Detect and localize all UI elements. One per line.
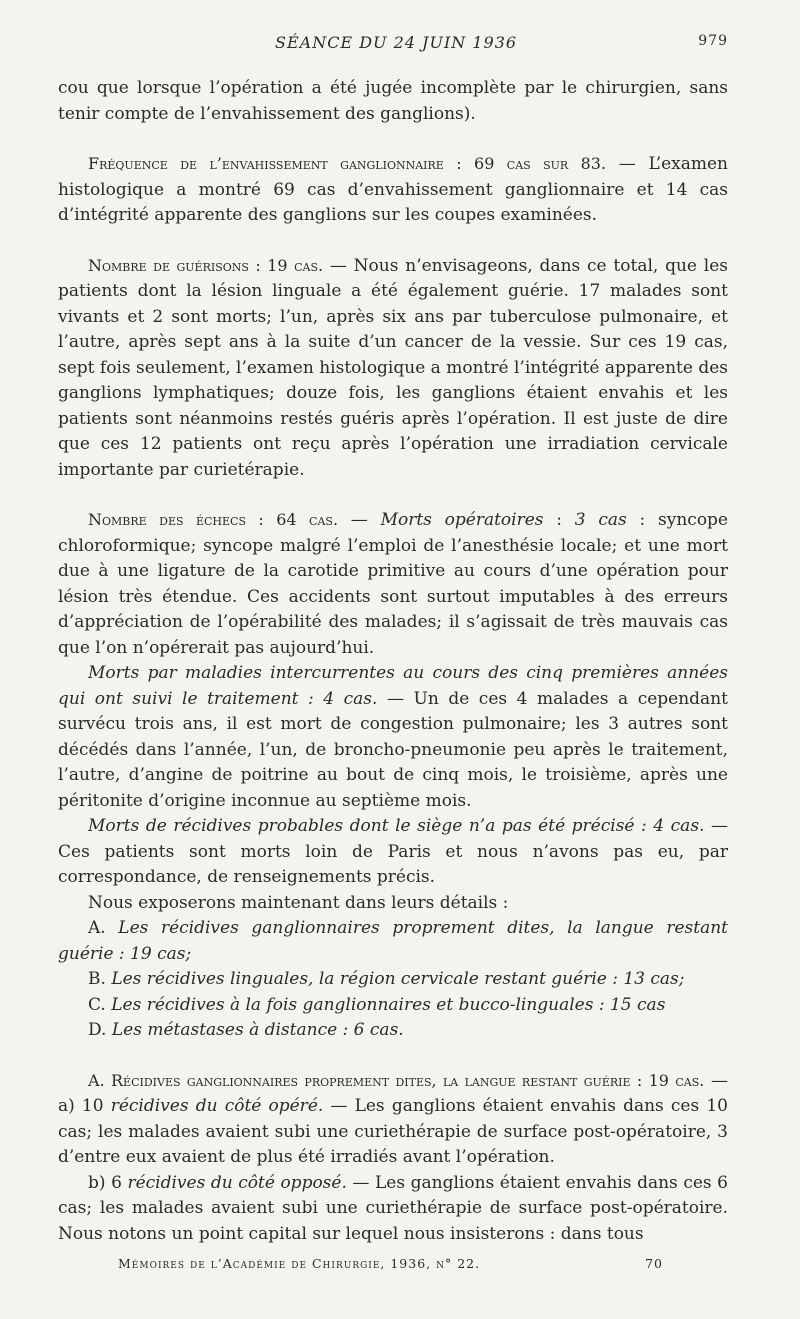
dash: —	[338, 510, 381, 530]
list-item	[58, 916, 728, 967]
section-heading: Nombre des échecs : 64 cas.	[88, 510, 339, 529]
list-letter: A.	[88, 918, 119, 938]
paragraph	[58, 814, 728, 891]
footer-journal: Mémoires de l’Académie de Chirurgie, 1936, n° 22.	[118, 1256, 481, 1271]
list-item	[58, 993, 728, 1019]
section-heading: Fréquence de l’envahissement ganglionnaire : 69 cas sur 83.	[88, 154, 607, 173]
italic-count: 3 cas	[574, 510, 627, 530]
italic-heading: Morts de récidives probables dont le siège n’a pas été précisé : 4 cas.	[88, 816, 705, 836]
footer	[118, 1256, 663, 1271]
paragraph	[58, 253, 728, 484]
sub-label: — a) 10	[58, 1070, 729, 1116]
sub-label: b) 6	[88, 1172, 128, 1193]
paragraph-text: : syncope chloroformique; syncope malgré l’emploi de l’anesthésie locale; et une mort due à une ligature de la carotide primitive au cours d’une opération pour lésion très étendue. Ces accidents sont surtout imputables à des erreurs d’appréciation de l’opérabilité des malades; il s’agissait de très mauvais cas que l’on n’opérerait pas aujourd’hui.	[58, 510, 728, 658]
paragraph-text: — Nous n’envisageons, dans ce total, que les patients dont la lésion linguale a été également guérie. 17 malades sont vivants et 2 sont morts; l’un, après six ans par tuberculose pulmonaire, et l’autre, après sept ans à la suite d’un cancer de la vessie. Sur ces 19 cas, sept fois seulement, l’examen histologique a montré l’intégrité apparente des ganglions lymphatiques; douze fois, les ganglions étaient envahis et les patients sont néanmoins restés guéris après l’opération. Il est juste de dire que ces 12 patients ont reçu après l’opération une irradiation cervicale importante par curietérapie.	[58, 255, 728, 480]
paragraph	[58, 1171, 728, 1248]
list-item	[58, 967, 728, 993]
list-letter: C.	[88, 994, 112, 1015]
list-text: Les récidives à la fois ganglionnaires et bucco-linguales : 15 cas	[111, 994, 666, 1015]
paragraph-text: — L’examen histologique a montré 69 cas d’envahissement ganglionnaire et 14 cas d’intégrité apparente des ganglions sur les coupes examinées.	[58, 154, 729, 225]
italic-heading: Morts opératoires	[380, 510, 544, 530]
section-heading: A. Récidives ganglionnaires proprement dites, la langue restant guérie : 19 cas.	[88, 1070, 705, 1090]
paragraph-text: — Les ganglions étaient envahis dans ces 10 cas; les malades avaient subi une curiethérapie de surface post-opératoire, 3 d’entre eux avaient de plus été irradiés avant l’opération.	[58, 1096, 728, 1167]
section-heading: Nombre de guérisons : 19 cas.	[88, 255, 324, 275]
list-letter: D.	[88, 1020, 112, 1040]
paragraph: Nous exposerons maintenant dans leurs détails :	[88, 892, 509, 913]
list-text: Les récidives ganglionnaires proprement dites, la langue restant guérie : 19 cas;	[58, 918, 728, 964]
page-number: 979	[698, 33, 728, 49]
italic-heading: récidives du côté opéré.	[110, 1096, 324, 1116]
list-item	[58, 1018, 728, 1044]
body-text	[58, 76, 728, 1247]
paragraph-text: — Ces patients sont morts loin de Paris et nous n’avons pas eu, par correspondance, de renseignements précis.	[58, 816, 728, 887]
colon: :	[543, 510, 575, 530]
paragraph-text: — Les ganglions étaient envahis dans ces 6 cas; les malades avaient subi une curiethérapie de surface post-opératoire. Nous notons un point capital sur lequel nous insisterons : dans tous	[58, 1172, 728, 1244]
footer-signature-number: 70	[645, 1256, 663, 1271]
list-text: Les récidives linguales, la région cervicale restant guérie : 13 cas;	[111, 969, 685, 989]
list-text: Les métastases à distance : 6 cas.	[111, 1020, 404, 1040]
paragraph	[58, 507, 728, 661]
paragraph: cou que lorsque l’opération a été jugée incomplète par le chirurgien, sans tenir compte de l’envahissement des ganglions).	[58, 78, 728, 124]
paragraph	[58, 151, 728, 229]
italic-heading: récidives du côté opposé.	[127, 1172, 347, 1193]
italic-heading: Morts par maladies intercurrentes au cours des cinq premières années qui ont suivi le traitement : 4 cas.	[58, 663, 728, 709]
paragraph-text: — Un de ces 4 malades a cependant survécu trois ans, il est mort de congestion pulmonaire; les 3 autres sont décédés dans l’année, l’un, de broncho-pneumonie peu après le traitement, l’autre, d’angine de poitrine au bout de cinq mois, le troisième, après une péritonite d’origine inconnue au septième mois.	[58, 688, 728, 811]
running-header-title: SÉANCE DU 24 JUIN 1936	[275, 33, 518, 52]
paragraph	[58, 1068, 728, 1171]
paragraph	[58, 661, 728, 814]
list-letter: B.	[88, 969, 112, 989]
